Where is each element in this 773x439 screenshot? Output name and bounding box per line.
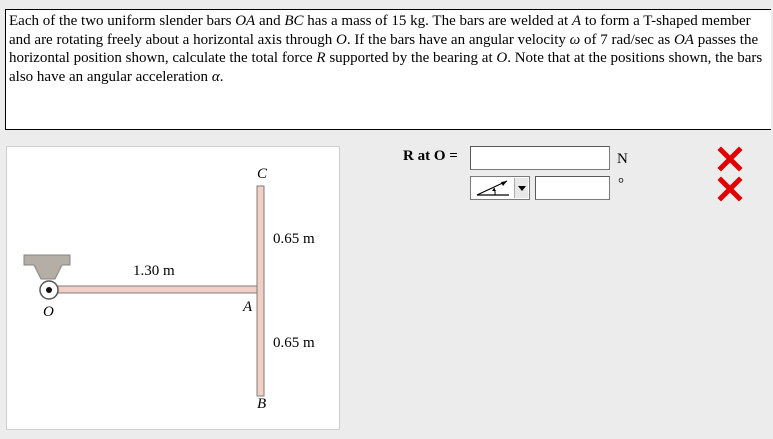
problem-text-segment: . Note that at the positions shown, the bars also have an angular acceleration: [9, 50, 763, 85]
angle-direction-icon: [475, 178, 515, 198]
bar-OA: [51, 286, 257, 293]
problem-symbol: O: [496, 50, 508, 67]
dimension-lower: 0.65 m: [273, 335, 315, 351]
incorrect-x-icon: [717, 146, 743, 172]
problem-text: [9, 13, 762, 85]
label-C: C: [257, 166, 268, 182]
problem-text-segment: and: [255, 13, 285, 29]
problem-text-segment: to form a T-shaped member and are rotating freely about a horizontal axis through: [9, 13, 751, 48]
pivot-center-dot: [46, 287, 52, 293]
problem-symbol: α: [211, 68, 220, 85]
label-O: O: [43, 304, 54, 320]
magnitude-unit: N: [617, 151, 628, 167]
problem-text-segment: of 7 rad/sec as: [580, 31, 674, 48]
dimension-OA: 1.30 m: [133, 263, 175, 279]
problem-text-segment: .: [219, 68, 224, 85]
problem-symbol: ω: [569, 31, 581, 48]
problem-symbol: OA: [235, 13, 256, 29]
dimension-upper: 0.65 m: [273, 231, 315, 247]
figure-panel: [6, 146, 340, 430]
problem-text-segment: Each of the two uniform slender bars: [9, 13, 236, 29]
problem-symbol: BC: [284, 13, 304, 29]
problem-statement: [5, 9, 771, 130]
angle-input[interactable]: [535, 176, 610, 200]
problem-symbol: O: [335, 31, 347, 48]
r-at-o-label: R at O =: [403, 148, 458, 164]
problem-text-segment: passes the horizontal position shown, calculate the total force: [9, 31, 759, 67]
angle-unit: °: [618, 176, 624, 192]
label-B: B: [257, 396, 267, 412]
chevron-down-icon[interactable]: [514, 178, 528, 198]
problem-symbol: R: [316, 50, 326, 67]
bearing-support-bracket: [24, 255, 70, 279]
problem-text-segment: supported by the bearing at: [325, 50, 497, 67]
angle-direction-dropdown[interactable]: [470, 176, 530, 200]
magnitude-input[interactable]: [470, 146, 610, 170]
t-bar-diagram: [7, 147, 341, 431]
label-A: A: [243, 299, 253, 315]
problem-symbol: OA: [673, 31, 694, 48]
incorrect-x-icon: [717, 176, 743, 202]
bar-BC: [257, 186, 264, 396]
problem-symbol: A: [571, 13, 582, 29]
problem-text-segment: . If the bars have an angular velocity: [346, 31, 570, 48]
problem-text-segment: has a mass of 15 kg. The bars are welded at: [303, 13, 572, 29]
